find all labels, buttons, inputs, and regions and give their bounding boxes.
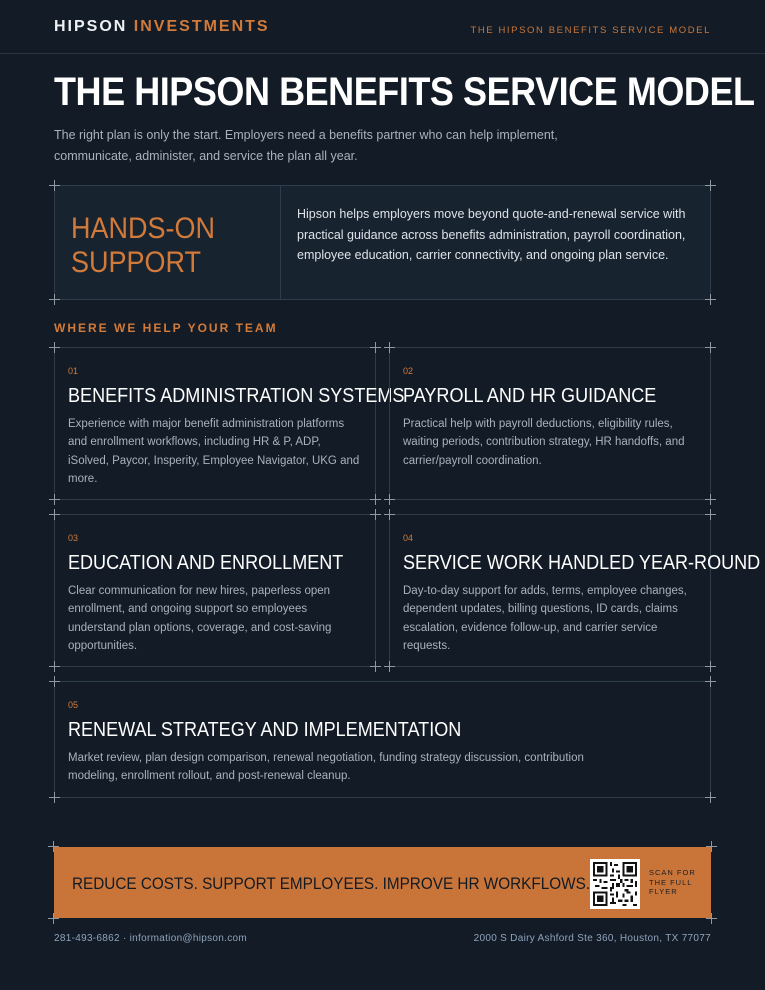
card-description: Experience with major benefit administration platforms and enrollment workflows, including HR & P, ADP, iSolved, Paycor, Insperity, Employee Navigator, UKG and more. bbox=[68, 418, 360, 485]
hands-on-heading-line2: SUPPORT bbox=[71, 246, 202, 279]
corner-plus-icon bbox=[384, 509, 395, 520]
corner-plus-icon bbox=[705, 676, 716, 687]
footer-contact[interactable]: 281-493-6862 · information@hipson.com bbox=[54, 933, 248, 944]
hands-on-heading-line1: HANDS-ON bbox=[71, 212, 216, 245]
corner-plus-icon bbox=[384, 342, 395, 353]
card-title: SERVICE WORK HANDLED YEAR-ROUND bbox=[403, 551, 761, 574]
document-label: THE HIPSON BENEFITS SERVICE MODEL bbox=[470, 25, 711, 36]
corner-plus-icon bbox=[49, 509, 60, 520]
corner-plus-icon bbox=[49, 661, 60, 672]
cta-text: REDUCE COSTS. SUPPORT EMPLOYEES. IMPROVE HR WORKFLOWS. bbox=[72, 874, 591, 893]
corner-plus-icon bbox=[705, 661, 716, 672]
corner-plus-icon bbox=[370, 342, 381, 353]
scan-caption-line: FLYER bbox=[649, 887, 678, 896]
top-bar bbox=[0, 0, 765, 54]
card-title: EDUCATION AND ENROLLMENT bbox=[68, 551, 344, 574]
hands-on-heading-block bbox=[55, 186, 281, 299]
section-label: WHERE WE HELP YOUR TEAM bbox=[54, 321, 278, 335]
corner-plus-icon bbox=[370, 509, 381, 520]
corner-plus-icon bbox=[705, 509, 716, 520]
card-title: PAYROLL AND HR GUIDANCE bbox=[403, 384, 657, 407]
scan-caption-line: SCAN FOR bbox=[649, 868, 696, 877]
scan-caption-line: THE FULL bbox=[649, 877, 693, 887]
corner-plus-icon bbox=[705, 494, 716, 505]
corner-plus-icon bbox=[370, 661, 381, 672]
corner-plus-icon bbox=[48, 913, 59, 924]
page-title: THE HIPSON BENEFITS SERVICE MODEL bbox=[54, 70, 755, 114]
hands-on-heading bbox=[71, 212, 215, 280]
corner-plus-icon bbox=[706, 913, 717, 924]
hands-on-description: Hipson helps employers move beyond quote-and-renewal service with practical guidance across benefits administration, payroll coordination, employee education, carrier connectivity, and ongoing plan service. bbox=[297, 207, 686, 262]
card-number: 02 bbox=[403, 366, 414, 376]
corner-plus-icon bbox=[49, 342, 60, 353]
corner-plus-icon bbox=[384, 494, 395, 505]
corner-plus-icon bbox=[705, 792, 716, 803]
card-description: Clear communication for new hires, paperless open enrollment, and ongoing support so employees understand plan options, coverage, and cost-saving opportunities. bbox=[68, 585, 332, 652]
qr-code-icon[interactable] bbox=[590, 859, 640, 909]
card-description: Practical help with payroll deductions, eligibility rules, waiting periods, contribution strategy, HR handoffs, and carrier/payroll coordination. bbox=[403, 418, 685, 467]
corner-plus-icon bbox=[384, 661, 395, 672]
card-number: 04 bbox=[403, 533, 414, 543]
card-description: Day-to-day support for adds, terms, employee changes, dependent updates, billing questions, ID cards, claims escalation, evidence follow-up, and carrier service requests. bbox=[403, 585, 687, 652]
corner-plus-icon bbox=[49, 676, 60, 687]
corner-plus-icon bbox=[706, 841, 717, 852]
corner-plus-icon bbox=[49, 792, 60, 803]
brand-name-secondary: INVESTMENTS bbox=[133, 18, 270, 35]
cta-banner bbox=[54, 847, 711, 918]
card-number: 01 bbox=[68, 366, 79, 376]
footer-address: 2000 S Dairy Ashford Ste 360, Houston, TX 77077 bbox=[473, 933, 711, 944]
scan-caption bbox=[649, 868, 704, 897]
corner-plus-icon bbox=[370, 494, 381, 505]
card-description: Market review, plan design comparison, renewal negotiation, funding strategy discussion, contribution modeling, enrollment rollout, and post-renewal cleanup. bbox=[68, 752, 584, 783]
service-card bbox=[54, 681, 711, 798]
corner-plus-icon bbox=[48, 841, 59, 852]
corner-plus-icon bbox=[705, 342, 716, 353]
card-title: BENEFITS ADMINISTRATION SYSTEMS bbox=[68, 384, 405, 407]
corner-plus-icon bbox=[49, 494, 60, 505]
service-card bbox=[389, 514, 761, 667]
brand-logo[interactable] bbox=[54, 18, 270, 36]
card-title: RENEWAL STRATEGY AND IMPLEMENTATION bbox=[68, 718, 462, 741]
card-number: 03 bbox=[68, 533, 79, 543]
corner-plus-icon bbox=[705, 180, 716, 191]
service-card bbox=[54, 514, 376, 667]
intro-paragraph: The right plan is only the start. Employers need a benefits partner who can help implement, communicate, administer, and service the plan all year. bbox=[54, 128, 558, 163]
service-card bbox=[389, 347, 711, 500]
service-card bbox=[54, 347, 405, 500]
corner-plus-icon bbox=[705, 294, 716, 305]
hands-on-support-panel bbox=[54, 185, 711, 300]
brand-name-primary: HIPSON bbox=[54, 18, 128, 35]
card-number: 05 bbox=[68, 700, 79, 710]
